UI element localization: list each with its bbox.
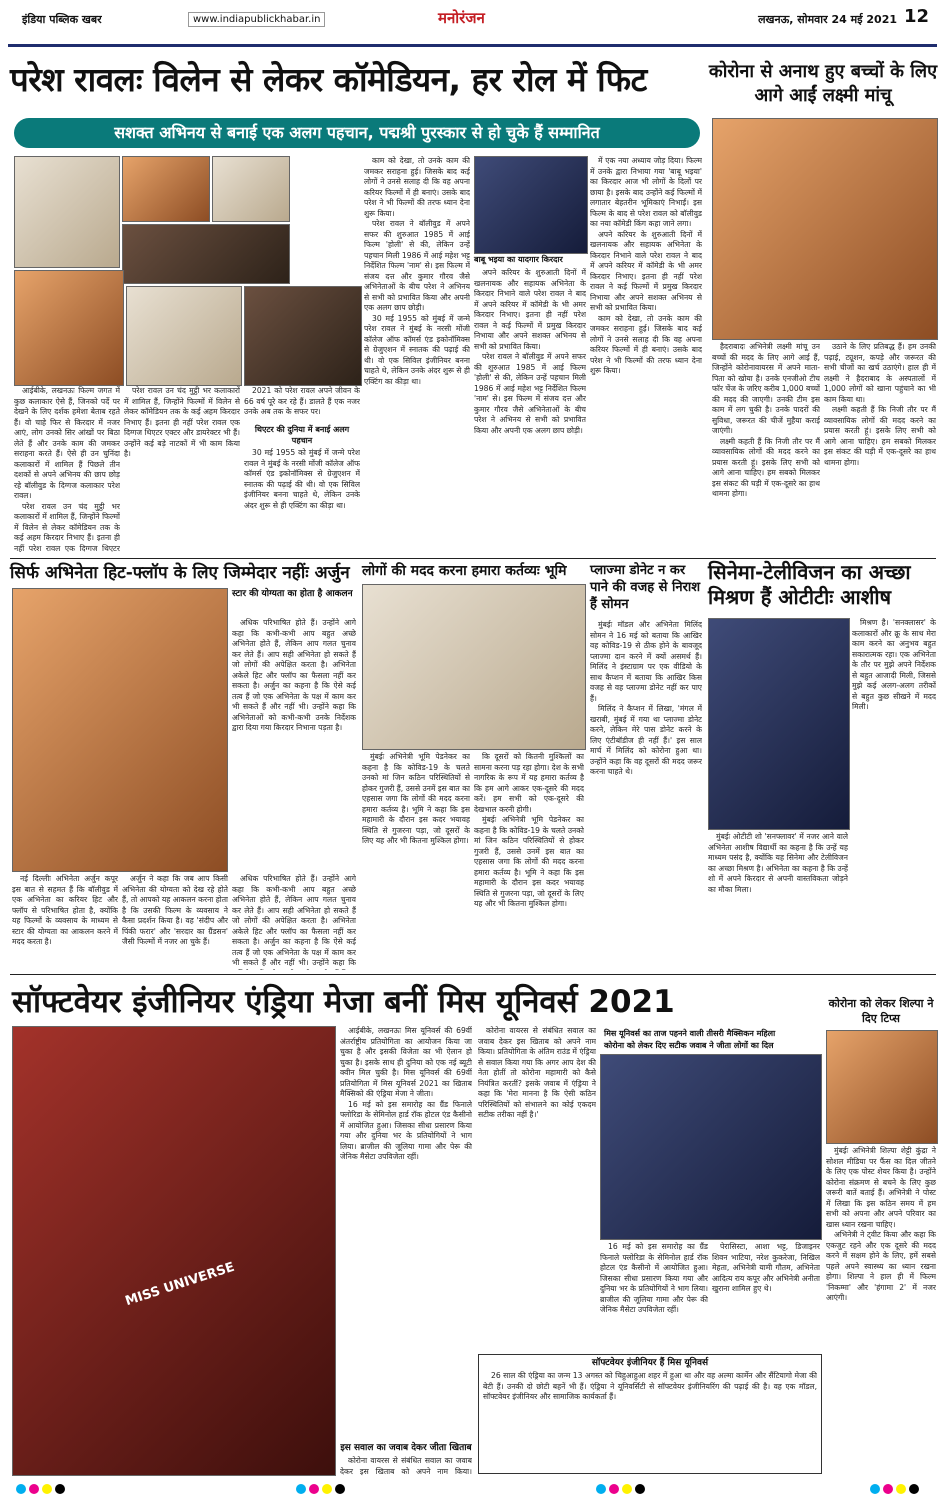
universe-body-col2: कोरोना वायरस से संबंधित सवाल का जवाब देकर इस खिताब को अपने नाम किया। प्रतियोगिता के अंतिम राउंड में एंड्रिया से सवाल किया गया कि अगर आप देश की नेता होतीं तो कोरोना महामारी को कैसे नियंत्रित करतीं? इसके जवाब में एंड्रिया ने कहा कि 'मेरा मानना है कि ऐसी कठिन परिस्थितियों को संभालने का कोई एकदम सटीक तरीका नहीं है।' [478, 1026, 596, 1119]
photo-paresh-6 [126, 286, 242, 386]
registration-marks-mid2 [596, 1484, 645, 1494]
photo-lakshmi [712, 118, 938, 340]
soman-headline: प्लाज्मा डोनेट न कर पाने की वजह से निराश हैं सोमन [590, 563, 701, 612]
lead-body-col6: में एक नया अध्याय जोड़ दिया। फिल्म में उनके द्वारा निभाया गया 'बाबू भइया' का किरदार आज भी लोगों के दिलों पर छाया है। इसके बाद उन्होंने कई फिल्मों में लगातार बेहतरीन भूमिकाएं निभाईं। इस फिल्म के बाद से परेश रावल को बॉलीवुड का नया कॉमेडी किंग कहा जाने लगा। अपने करियर के शुरुआती दिनों में खलनायक और सहायक अभिनेता के किरदार निभाने वाले परेश रावल ने बाद में अपने करियर में कॉमेडी के भी अमर किरदार निभाए। इतना ही नहीं परेश रावल ने कई फिल्मों में प्रमुख किरदार निभाया और अपने सशक्त अभिनय से सभी को प्रभावित किया। काम को देखा, तो उनके काम की जमकर सराहना हुई। जिसके बाद कई लोगों ने उनसे सलाह दी कि वह अपना करियर फिल्मों में ही बनाएं। उसके बाद परेश ने भी फिल्मों की तरफ ध्यान देना शुरू किया। [590, 156, 702, 375]
photo-paresh-4 [122, 224, 290, 284]
ashish-caption: मुंबईः ओटीटी शो 'सनफ्लावर' में नजर आने वाले अभिनेता आशीष विद्यार्थी का कहना है कि उन्हें यह माध्यम पसंद है, क्योंकि यह सिनेमा और टेलीविजन का अच्छा मिश्रण है। अभिनेता का कहना है कि उन्हें शो में अपने किरदार से अपनी वास्तविकता जोड़ने का मौका मिला। [708, 832, 848, 894]
section-title: मनोरंजन [438, 9, 485, 27]
photo-contestants [600, 1054, 822, 1240]
arjun-caption: नई दिल्लीः अभिनेता अर्जुन कपूर इस बात से सहमत हैं कि बॉलीवुड में एक अभिनेता का करियर हिट और फ्लॉप से परिभाषित होता है, क्योंकि यह फिल्मों के व्यवसाय के माध्यम से स्टार की योग्यता का आकलन करने में मदद करता है। [12, 874, 118, 946]
divider-2 [10, 974, 936, 975]
photo-paresh-babu [474, 156, 588, 254]
lakshmi-body-col1: हैदराबादः अभिनेत्री लक्ष्मी मांचू उन बच्चों की मदद के लिए आगे आई हैं, जिन्होंने कोरोनावायरस में अपने माता-पिता को खोया है। उनके एनजीओ टीच फॉर चेंज के जरिए करीब 1,000 बच्चों की मदद की जाएगी। उनकी टीम इस काम में लग चुकी है। उनके पादरों की सुविधा, जरूरत की चीजें मुहैया कराई जाएंगी। लक्ष्मी कहती हैं कि निजी तौर पर मैं व्यावसायिक लोगों की मदद करने का प्रयास करती हूं। इसके लिए सभी को आगे आना चाहिए। हम सबको मिलकर इस संकट की घड़ी में एक-दूसरे का हाथ थामना होगा। [712, 342, 820, 498]
arjun-kicker: स्टार की योग्यता का होता है आकलन [232, 589, 353, 599]
arjun-body-col3: अधिक परिभाषित होते हैं। उन्होंने आगे कहा कि कभी-कभी आप बहुत अच्छे अभिनेता होते हैं, लेकिन आप गलत चुनाव कर लेते हैं। आप सही अभिनेता हो सकते हैं जो लोगों की अपेक्षित करता है। अभिनेता अकेले हिट और फ्लॉप का फैसला नहीं कर सकता है। अर्जुन का कहना है कि ऐसे कई तत्व हैं जो एक अभिनेता के पक्ष में काम कर भी सकते हैं और नहीं भी। उन्होंने कहा कि [232, 874, 356, 967]
ashish-body-col1: मिश्रण है। 'सनक्लासर' के कलाकारों और क्रू के साथ मेरा काम करने का अनुभव बहुत सकारात्मक रहा। एक अभिनेता के तौर पर मुझे अपने निर्देशक से बहुत आजादी मिली, जिससे मुझे कई अलग-अलग तरीकों से बहुत कुछ सीखने में मदद मिली। [852, 618, 936, 711]
photo-caption-babu: बाबू भइया का यादगार किरदार [474, 255, 563, 264]
lakshmi-body-col2: उठाने के लिए प्रतिबद्ध हैं। हम उनकी पढ़ाई, ट्यूशन, कपड़े और जरूरत की सभी चीजों का खर्च उठाएंगे। हाल ही में लक्ष्मी ने हैदराबाद के अस्पतालों में 1,000 लोगों को खाना पहुंचाने का भी काम किया था। लक्ष्मी कहती हैं कि निजी तौर पर मैं व्यावसायिक लोगों की मदद करने का प्रयास करती हूं। इसके लिए सभी को आगे आना चाहिए। हम सबको मिलकर इस संकट की घड़ी में एक-दूसरे का हाथ थामना होगा। [824, 342, 936, 467]
photo-paresh-3 [212, 156, 290, 222]
lakshmi-headline: कोरोना से अनाथ हुए बच्चों के लिए आगे आईं लक्ष्मी मांचू [708, 61, 938, 106]
registration-marks-mid1 [296, 1484, 345, 1494]
photo-paresh-1 [14, 156, 120, 268]
bhumi-body-col2: कि दूसरों को कितनी मुश्किलों का सामना करना पड़ रहा होगा। देश के सभी नागरिक के रूप में यह हमारा कर्तव्य है कि हम आगे आकर एक-दूसरे की मदद करें। हम सभी को एक-दूसरे की देखभाल करनी होगी। मुंबईः अभिनेत्री भूमि पेडनेकर का कहना है कि कोविड-19 के चलते उनको मां जिन कठिन परिस्थितियों से होकर गुजरी हैं, उससे उनमें इस बात का एहसास जगा कि लोगों की मदद करना हमारा कर्तव्य है। भूमि ने कहा कि इस महामारी के दौरान इस कदर भयावह स्थिति से गुजरना पड़ा, जो दूसरों के लिए यह और भी कितना मुश्किल होगा। [474, 752, 584, 908]
masthead [8, 8, 937, 47]
soman-body: मुंबईः मॉडल और अभिनेता मिलिंद सोमन ने 16 मई को बताया कि आखिर वह कोविड-19 से ठीक होने के बावजूद प्लाज्मा दान करने में क्यों असमर्थ हैं। मिलिंद ने इंस्टाग्राम पर एक वीडियो के साथ कैप्शन में बताया कि आखिर किस वजह से वह प्लाज्मा डोनेट नहीं कर पाए हैं। मिलिंद ने कैप्शन में लिखा, 'मंगल में खराबी, मुंबई में गया था प्लाज्मा डोनेट करने, लेकिन मेरे पास डोनेट करने के लिए एंटीबॉडीज ही नहीं हैं।' इस साल मार्च में मिलिंद को कोरोना हुआ था। उन्होंने कहा कि वह दूसरों की मदद जरूर करना चाहते थे। [590, 620, 702, 776]
arjun-body-col2: अर्जुन ने कहा कि जब आप किसी अभिनेता की योग्यता को देख रहे होते हैं, तो आपको यह आकलन करना होता है कि उसकी फिल्म के व्यवसाय ने कैसा प्रदर्शन किया है। वह 'संदीप और पिंकी फरार' और 'सरदार का ग्रैंडसन' जैसी फिल्मों में नजर आ चुके हैं। [122, 874, 228, 946]
shilpa-body: मुंबईः अभिनेत्री शिल्पा शेट्टी कुंद्रा ने सोशल मीडिया पर फैंस का दिल जीतने के लिए एक पोस्ट शेयर किया है। उन्होंने कोरोना संक्रमण से बचने के लिए कुछ जरूरी बातें बताई हैं। अभिनेत्री ने पोस्ट में लिखा कि इस कठिन समय में हम सभी को अपना और अपने परिवार का खास ध्यान रखना चाहिए। अभिनेत्री ने ट्वीट किया और कहा कि एकजुट रहने और एक दूसरे की मदद करने में सक्षम होने के लिए, हमें सबसे पहले अपने स्वास्थ्य का ध्यान रखना होगा। शिल्पा ने हाल ही में फिल्म 'निकम्मा' और 'हंगामा 2' में नजर आएंगी। [826, 1146, 936, 1302]
lead-subhead: थिएटर की दुनिया में बनाई अलग पहचान [254, 425, 350, 445]
bio-box-body: 26 साल की एंड्रिया का जन्म 13 अगस्त को चिहुआहुआ शहर में हुआ था और वह अल्मा कार्मेन और सैंटियागो मेजा की बेटी हैं। उनकी दो छोटी बहनें भी हैं। एंड्रिया ने यूनिवर्सिटी से सॉफ्टवेयर इंजीनियरिंग की पढ़ाई की है। वह एक मॉडल, सॉफ्टवेयर इंजीनियर और सामाजिक कार्यकर्ता हैं। [483, 1371, 817, 1401]
inset-caption-2: कोरोना को लेकर दिए सटीक जवाब ने जीता लोगों का दिल [604, 1041, 774, 1050]
bhumi-headline: लोगों की मदद करना हमारा कर्तव्यः भूमि [362, 563, 567, 579]
bio-box-title: सॉफ्टवेयर इंजीनियर हैं मिस यूनिवर्स [591, 1358, 709, 1368]
universe-subhead: इस सवाल का जवाब देकर जीता खिताब [340, 1443, 472, 1453]
inset-caption-1: मिस यूनिवर्स का ताज पहनने वाली तीसरी मैक्सिकन महिला [604, 1029, 776, 1038]
photo-shilpa [826, 1030, 938, 1144]
arjun-body-col1: अधिक परिभाषित होते हैं। उन्होंने आगे कहा कि कभी-कभी आप बहुत अच्छे अभिनेता होते हैं, लेकिन आप गलत चुनाव कर लेते हैं। आप सही अभिनेता हो सकते हैं जो लोगों की अपेक्षित करता है। अभिनेता अकेले हिट और फ्लॉप का फैसला नहीं कर सकता है। अर्जुन का कहना है कि ऐसे कई तत्व हैं जो एक अभिनेता के पक्ष में काम कर भी सकते हैं और नहीं भी। उन्होंने कहा कि अभिनेताओं को कभी-कभी उनके निर्देशक द्वारा दिया गया किरदार निभाना पड़ता है। [232, 618, 356, 732]
lead-body-col3b: 30 मई 1955 को मुंबई में जन्मे परेश रावल ने मुंबई के नरसी मोंजी कॉलेज ऑफ कॉमर्स एंड इकोनॉमिक्स से ग्रेजुएशन में स्नातक की पढ़ाई की थी। वो एक सिविल इंजीनियर बनना चाहते थे, लेकिन उनके अंदर शुरू से ही एक्टिंग का कीड़ा था। [244, 448, 360, 510]
paper-name: इंडिया पब्लिक खबर [22, 13, 102, 26]
shilpa-headline: कोरोना को लेकर शिल्पा ने दिए टिप्स [828, 997, 934, 1025]
registration-marks-left [16, 1484, 65, 1494]
photo-paresh-7 [244, 286, 362, 386]
lead-body-col3a: 2021 को परेश रावल अपने जीवन के 66 वर्ष पूरे कर रहे हैं। डालते हैं एक नजर उनके अब तक के सफर पर। [244, 386, 360, 416]
universe-headline: सॉफ्टवेयर इंजीनियर एंड्रिया मेजा बनीं मिस यूनिवर्स 2021 [12, 984, 675, 1020]
lead-headline: परेश रावलः विलेन से लेकर कॉमेडियन, हर रोल में फिट [10, 60, 647, 99]
universe-body-col1: आईबीके, लखनऊः मिस यूनिवर्स की 69वीं अंतर्राष्ट्रीय प्रतियोगिता का आयोजन किया जा चुका है और इसकी विजेता का भी ऐलान हो चुका है। इसके साथ ही दुनिया को एक नई ब्यूटी क्वीन मिल चुकी है। मिस यूनिवर्स की 69वीं प्रतियोगिता में मिस यूनिवर्स 2021 का खिताब मैक्सिको की एंड्रिया मेजा ने जीता। 16 मई को इस समारोह का ग्रैंड फिनाले फ्लोरिडा के सेमिनोल हार्ड रॉक होटल एंड कैसीनो में आयोजित हुआ। जिसका सीधा प्रसारण किया गया और दुनिया भर के प्रतियोगियों ने भाग लिया। ब्राजील की जूलिया गामा और पेरू की जेनिक मैसेटा उपविजेता रहीं। [340, 1026, 472, 1161]
universe-bio-box [478, 1354, 822, 1474]
photo-paresh-5 [14, 270, 124, 386]
photo-andrea-meza [12, 1026, 336, 1476]
divider-1 [10, 558, 936, 559]
photo-ashish [708, 618, 850, 830]
universe-body-col4: पेरासिस्टा, आशा भट्ट, डिजाइनर शिवन भाटिया, नरेश कुकरेजा, निखिल मेहता, अभिनेत्री यामी गौतम, अभिनेता आदित्य राय कपूर और अभिनेत्री अनीता खुराना शामिल हुए थे। [712, 1242, 820, 1293]
lead-body-col1: आईबीके, लखनऊः फिल्म जगत में कुछ कलाकार ऐसे हैं, जिनको पर्दे पर देखने के लिए दर्शक हमेशा बेताब रहते हैं। वो चाहे फिर से किरदार में नजर आएं, लोग उनको सिर आंखों पर बिठा लेते हैं और उनके काम की जमकर सराहना करते हैं। ऐसे ही उन चुनिंदा कलाकारों में शामिल हैं पिछले तीन दशकों से अपने अभिनय की छाप छोड़ रहे बॉलीवुड के दिग्गज कलाकार परेश रावल। परेश रावल उन चंद मुट्ठी भर कलाकारों में शामिल हैं, जिन्होंने फिल्मों में विलेन से लेकर कॉमेडियन तक के कई अहम किरदार निभाए हैं। इतना ही नहीं परेश रावल एक दिग्गज थिएटर [14, 386, 120, 553]
lead-body-col5: अपने करियर के शुरुआती दिनों में खलनायक और सहायक अभिनेता के किरदार निभाने वाले परेश रावल ने बाद में अपने करियर में कॉमेडी के भी अमर किरदार निभाए। इतना ही नहीं परेश रावल ने कई फिल्मों में प्रमुख किरदार निभाया और अपने सशक्त अभिनय से सभी को प्रभावित किया। परेश रावल ने बॉलीवुड में अपने सफर की शुरुआत 1985 में आई फिल्म 'होली' से की, लेकिन उन्हें पहचान मिली 1986 में आई महेश भट्ट निर्देशित फिल्म 'नाम' से। इस फिल्म में संजय दत्त और कुमार गौरव जैसे अभिनेताओं के बीच परेश ने अभिनय से सभी को प्रभावित किया और अपनी एक अलग छाप छोड़ी। [474, 268, 586, 435]
photo-arjun [12, 588, 228, 872]
registration-marks-right [870, 1484, 919, 1494]
lead-banner: सशक्त अभिनय से बनाई एक अलग पहचान, पद्मश्री पुरस्कार से हो चुके हैं सम्मानित [14, 118, 700, 148]
bhumi-body-col1: मुंबईः अभिनेत्री भूमि पेडनेकर का कहना है कि कोविड-19 के चलते उनको मां जिन कठिन परिस्थितियों से होकर गुजरी हैं, उससे उनमें इस बात का एहसास जगा कि लोगों की मदद करना हमारा कर्तव्य है। भूमि ने कहा कि इस महामारी के दौरान इस कदर भयावह स्थिति से गुजरना पड़ा, जो दूसरों के लिए यह और भी कितना मुश्किल होगा। [362, 752, 470, 845]
universe-body-col3: 16 मई को इस समारोह का ग्रैंड फिनाले फ्लोरिडा के सेमिनोल हार्ड रॉक होटल एंड कैसीनो में आयोजित हुआ। जिसका सीधा प्रसारण किया गया और दुनिया भर के प्रतियोगियों ने भाग लिया। ब्राजील की जूलिया गामा और पेरू की जेनिक मैसेटा उपविजेता रहीं। [600, 1242, 708, 1314]
page-number: 12 [903, 6, 929, 27]
universe-body-col1b: कोरोना वायरस से संबंधित सवाल का जवाब देकर इस खिताब को अपने नाम किया। [340, 1456, 472, 1476]
photo-paresh-2 [122, 156, 210, 222]
ashish-headline: सिनेमा-टेलीविजन का अच्छा मिश्रण हैं ओटीटीः आशीष [708, 560, 911, 609]
lead-body-col2: परेश रावल उन चंद मुट्ठी भर कलाकारों में शामिल हैं, जिन्होंने फिल्मों में विलेन से लेकर कॉमेडियन तक के कई अहम किरदार निभाए हैं। इतना ही नहीं परेश रावल एक दिग्गज थिएटर एक्टर और डायरेक्टर भी हैं। उन्होंने कई बड़े नाटकों में भी काम किया है। [124, 386, 240, 458]
edition-date: लखनऊ, सोमवार 24 मई 2021 [758, 13, 897, 26]
photo-bhumi [362, 584, 586, 750]
lead-body-col4: काम को देखा, तो उनके काम की जमकर सराहना हुई। जिसके बाद कई लोगों ने उनसे सलाह दी कि वह अपना करियर फिल्मों में ही बनाएं। उसके बाद परेश ने भी फिल्मों की तरफ ध्यान देना शुरू किया। परेश रावल ने बॉलीवुड में अपने सफर की शुरुआत 1985 में आई फिल्म 'होली' से की, लेकिन उन्हें पहचान मिली 1986 में आई महेश भट्ट निर्देशित फिल्म 'नाम' से। इस फिल्म में संजय दत्त और कुमार गौरव जैसे अभिनेताओं के बीच परेश ने अभिनय से सभी को प्रभावित किया और अपनी एक अलग छाप छोड़ी। 30 मई 1955 को मुंबई में जन्मे परेश रावल ने मुंबई के नरसी मोंजी कॉलेज ऑफ कॉमर्स एंड इकोनॉमिक्स से ग्रेजुएशन में स्नातक की पढ़ाई की थी। वो एक सिविल इंजीनियर बनना चाहते थे, लेकिन उनके अंदर शुरू से ही एक्टिंग का कीड़ा था। [364, 156, 470, 386]
paper-url[interactable]: www.indiapublickhabar.in [188, 12, 325, 27]
sash-text: MISS UNIVERSE [123, 1259, 237, 1310]
arjun-headline: सिर्फ अभिनेता हिट-फ्लॉप के लिए जिम्मेदार नहींः अर्जुन [10, 563, 350, 583]
